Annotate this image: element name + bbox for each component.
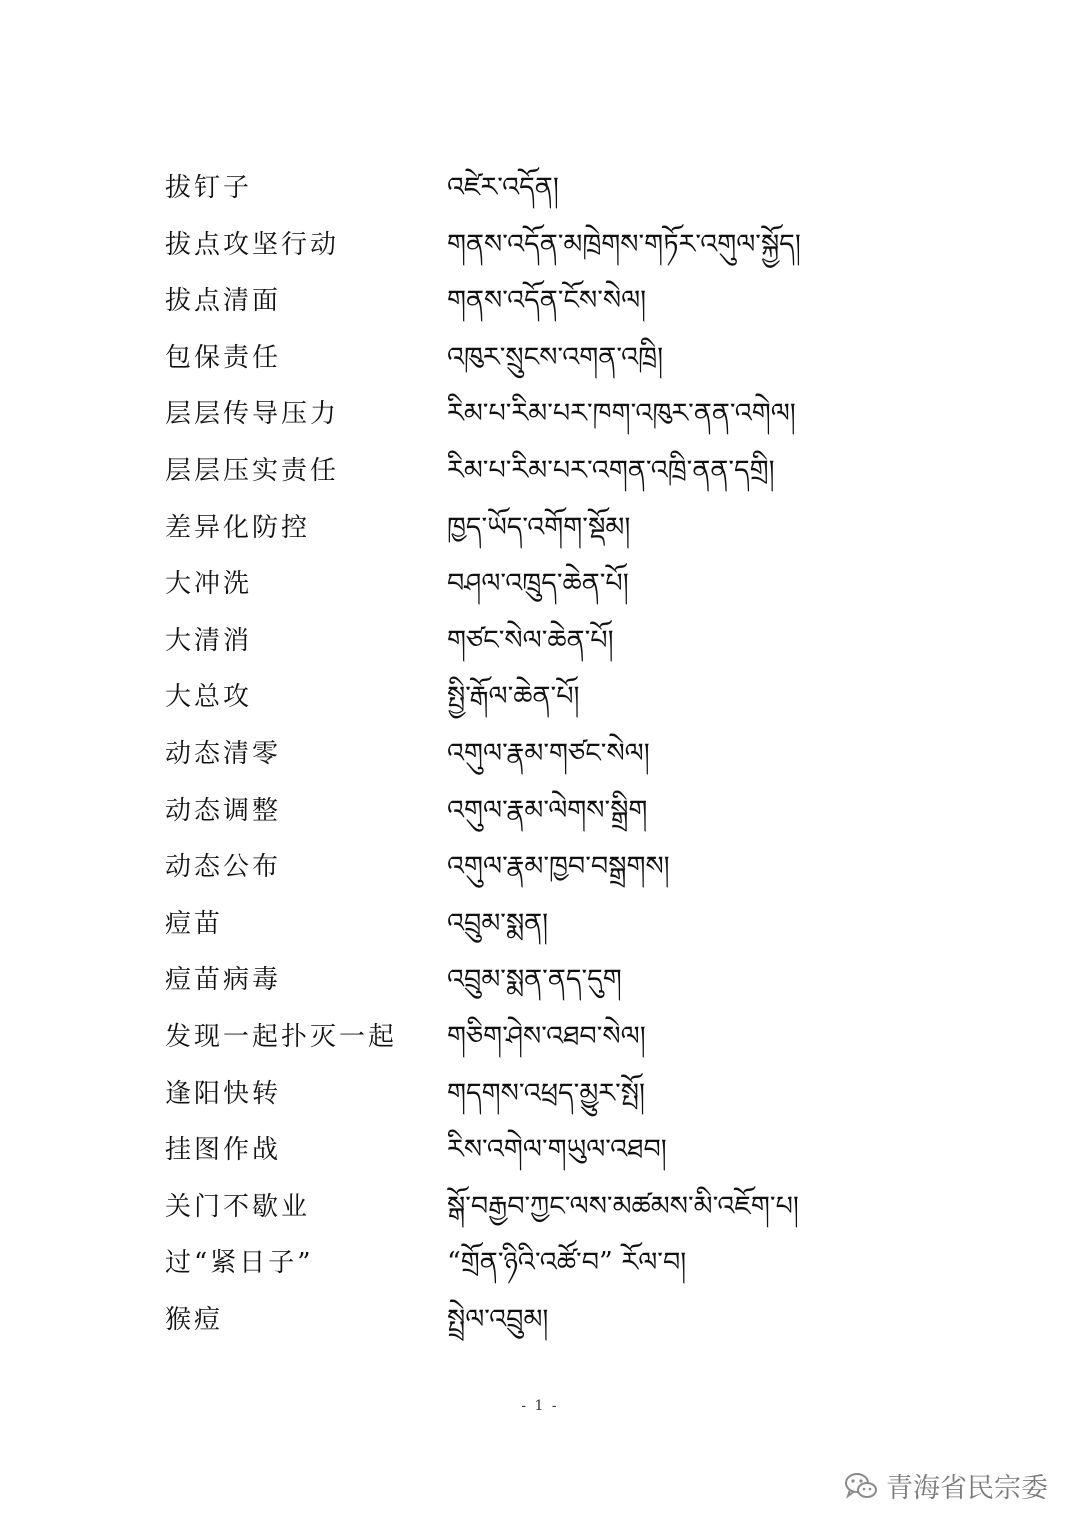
tibetan-term: འཛེར་འདོན། — [447, 172, 559, 203]
wechat-watermark — [844, 1466, 1048, 1505]
glossary-row — [0, 330, 1080, 387]
chinese-term: 拔点清面 — [165, 286, 282, 317]
tibetan-term: སྤྱི་རྒོལ་ཆེན་པོ། — [447, 681, 580, 713]
chinese-term: 痘苗 — [165, 908, 224, 939]
chinese-term: 拔点攻坚行动 — [165, 229, 340, 260]
watermark-text: 青海省民宗委 — [886, 1473, 1048, 1504]
glossary-row — [0, 896, 1080, 953]
glossary-row — [0, 1009, 1080, 1066]
tibetan-term: འགུལ་རྣམ་ལེགས་སྒྲིག — [447, 794, 648, 826]
tibetan-term: “གྲོན་ཉིའི་འཚོ་བ” རོལ་བ། — [447, 1247, 687, 1279]
tibetan-term: འབྲུམ་སྨན་ནད་དུག — [447, 964, 622, 996]
glossary-row — [0, 952, 1080, 1009]
glossary-row — [0, 556, 1080, 613]
chinese-term: 逢阳快转 — [165, 1078, 282, 1109]
glossary-row — [0, 726, 1080, 783]
chinese-term: 关门不歇业 — [165, 1191, 311, 1222]
tibetan-term: གནས་འདོན་ངོས་སེལ། — [447, 285, 647, 317]
glossary-row — [0, 217, 1080, 274]
glossary-row — [0, 443, 1080, 500]
chinese-term: 发现一起扑灭一起 — [165, 1021, 398, 1052]
glossary-row — [0, 500, 1080, 557]
glossary-row — [0, 613, 1080, 670]
chinese-term: 动态调整 — [165, 795, 282, 826]
glossary-row — [0, 669, 1080, 726]
glossary-row — [0, 1179, 1080, 1236]
chinese-term: 大冲洗 — [165, 569, 253, 600]
glossary-row — [0, 1235, 1080, 1292]
tibetan-term: གཙང་སེལ་ཆེན་པོ། — [447, 624, 614, 656]
chinese-term: 层层压实责任 — [165, 455, 340, 486]
page-number: - 1 - — [521, 1398, 559, 1414]
glossary-row — [0, 783, 1080, 840]
tibetan-term: འགུལ་རྣམ་གཙང་སེལ། — [447, 737, 650, 769]
tibetan-term: ཁྱད་ཡོད་འགོག་སྡོམ། — [447, 511, 631, 543]
tibetan-term: གཅིག་ཤེས་འཐབ་སེལ། — [447, 1020, 646, 1052]
tibetan-term: སྒོ་བརྒྱབ་ཀྱང་ལས་མཚམས་མི་འཇོག་པ། — [447, 1190, 799, 1222]
glossary-row — [0, 1122, 1080, 1179]
chinese-term: 过“紧日子” — [165, 1248, 314, 1279]
chinese-term: 差异化防控 — [165, 512, 311, 543]
wechat-icon — [844, 1471, 878, 1501]
glossary-row — [0, 160, 1080, 217]
chinese-term: 挂图作战 — [165, 1135, 282, 1166]
glossary-list — [0, 160, 1080, 1348]
tibetan-term: འཁུར་སྲུངས་འགན་འཁྲི། — [447, 341, 664, 373]
glossary-row — [0, 386, 1080, 443]
chinese-term: 痘苗病毒 — [165, 965, 282, 996]
tibetan-term: བཤལ་འཁྲུད་ཆེན་པོ། — [447, 568, 629, 600]
chinese-term: 拔钉子 — [165, 173, 253, 203]
glossary-row — [0, 273, 1080, 330]
tibetan-term: རིམ་པ་རིམ་པར་ཁག་འཁུར་ནན་འགེལ། — [447, 398, 796, 430]
chinese-term: 动态公布 — [165, 852, 282, 883]
chinese-term: 猴痘 — [165, 1304, 224, 1335]
tibetan-term: འབྲུམ་སྨན། — [447, 907, 549, 939]
chinese-term: 层层传导压力 — [165, 399, 340, 430]
glossary-row — [0, 1292, 1080, 1349]
chinese-term: 大清消 — [165, 625, 253, 656]
tibetan-term: རིམ་པ་རིམ་པར་འགན་འཁྲི་ནན་དགྲི། — [447, 454, 775, 486]
tibetan-term: རིས་འགེལ་གཡུལ་འཐབ། — [447, 1134, 667, 1166]
tibetan-term: སྤྲེལ་འབྲུམ། — [447, 1303, 549, 1335]
chinese-term: 包保责任 — [165, 342, 282, 373]
tibetan-term: གདགས་འཕྲད་མྱུར་སྤོ། — [447, 1077, 646, 1109]
tibetan-term: འགུལ་རྣམ་ཁྱབ་བསྒྲགས། — [447, 851, 670, 883]
tibetan-term: གནས་འདོན་མཁྲེགས་གཏོར་འགུལ་སྐྱོད། — [447, 228, 801, 260]
chinese-term: 动态清零 — [165, 738, 282, 769]
chinese-term: 大总攻 — [165, 682, 253, 713]
glossary-row — [0, 1066, 1080, 1123]
glossary-row — [0, 839, 1080, 896]
